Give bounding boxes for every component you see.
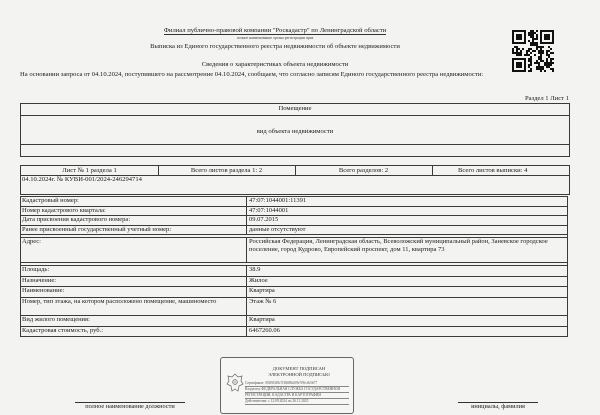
row-value: 38.9 [249,266,261,274]
total-sheets: Всего листов выписки: 4 [458,167,528,174]
table-row [20,316,568,327]
characteristics-table [20,196,568,337]
table-row [20,327,568,338]
row-label: Ранее присвоенный государственный учетный номер: [22,225,172,233]
row-label: Дата присвоения кадастрового номера: [22,216,131,224]
row-label: Вид жилого помещения: [22,316,90,324]
table-row [20,216,568,226]
row-label: Кадастровая стоимость, руб.: [22,326,104,334]
stamp-owner-cont: РЕГИСТРАЦИИ, КАДАСТРА И КАРТОГРАФИИ [245,393,349,399]
row-value: Этаж № 6 [249,297,277,305]
stamp-title: ДОКУМЕНТ ПОДПИСАН [272,366,326,371]
section-title: Сведения о характеристиках объекта недвижимости [201,61,349,68]
row-value: Квартира [249,316,275,324]
table-row [20,197,568,207]
table-row [20,287,568,298]
row-value: 47:07:1044001:11391 [249,197,307,204]
row-value: Квартира [249,287,275,295]
object-kind: Помещение [278,105,312,112]
object-kind-box [20,103,570,157]
electronic-signature-stamp [220,357,354,414]
stamp-certificate: Сертификат: 00ff9f3f8c7f38ff8bf09e7f9fcfb5b77 [245,381,349,387]
coat-of-arms-icon [226,372,244,394]
row-label: Номер, тип этажа, на котором расположено помещение, машиноместо [22,297,217,305]
signature-name-caption: инициалы, фамилия [458,402,538,411]
table-row [20,298,568,317]
stamp-validity: Действителен: с 12.09.2024 по 26.11.2025 [245,399,349,405]
stamp-subtitle: ЭЛЕКТРОННОЙ ПОДПИСЬЮ [268,372,330,377]
row-label: Кадастровый номер: [22,197,79,204]
row-label: Площадь: [22,266,50,274]
table-row [20,226,568,236]
intro-paragraph: На основании запроса от 04.10.2024, поступившего на рассмотрение 04.10.2024, сообщаем, что согласно записям Единого государственного реестра недвижимости: [20,71,484,78]
row-value: Жилое [249,276,268,284]
total-sections: Всего разделов: 2 [338,167,389,174]
row-label: Наименование: [22,287,65,295]
extract-number: 04.10.2024г. № КУВИ-001/2024-246294714 [22,176,142,183]
table-row [20,266,568,277]
document-title: Выписка из Единого государственного реестра недвижимости об объекте недвижимости [150,43,400,50]
section-page-indicator: Раздел 1 Лист 1 [525,95,569,102]
row-value: 47:07:1044001 [249,206,289,214]
object-kind-caption: вид объекта недвижимости [256,128,334,135]
registry-org-name: Филиал публично-правовой компании "Роскадастр" по Ленинградской области [163,27,387,34]
row-value: Российская Федерация, Ленинградская область, Всеволожский муниципальный район, Заневское городское поселение, город Кудрово, Европейский проспект, дом 11, квартира 73 [249,238,548,253]
total-sheets-section: Всего листов раздела 1: 2 [190,167,263,174]
table-row [20,277,568,288]
registry-org-caption: полное наименование органа регистрации прав [236,35,314,40]
table-row [20,238,568,263]
sheet-number: Лист № 1 раздела 1 [62,167,117,174]
stamp-owner: Владелец: ФЕДЕРАЛЬНАЯ СЛУЖБА ГОСУДАРСТВЕННОЙ [245,387,349,393]
row-value: данные отсутствуют [249,225,306,233]
row-value: 6467260.06 [249,326,280,334]
row-label: Номер кадастрового квартала: [22,206,106,214]
qr-code-icon [512,30,554,72]
row-label: Назначение: [22,276,57,284]
row-value: 09.07.2015 [249,216,279,224]
row-label: Адрес: [22,238,41,246]
extract-number-box [20,174,570,195]
table-row [20,207,568,217]
signature-position-caption: полное наименование должности [75,402,185,411]
